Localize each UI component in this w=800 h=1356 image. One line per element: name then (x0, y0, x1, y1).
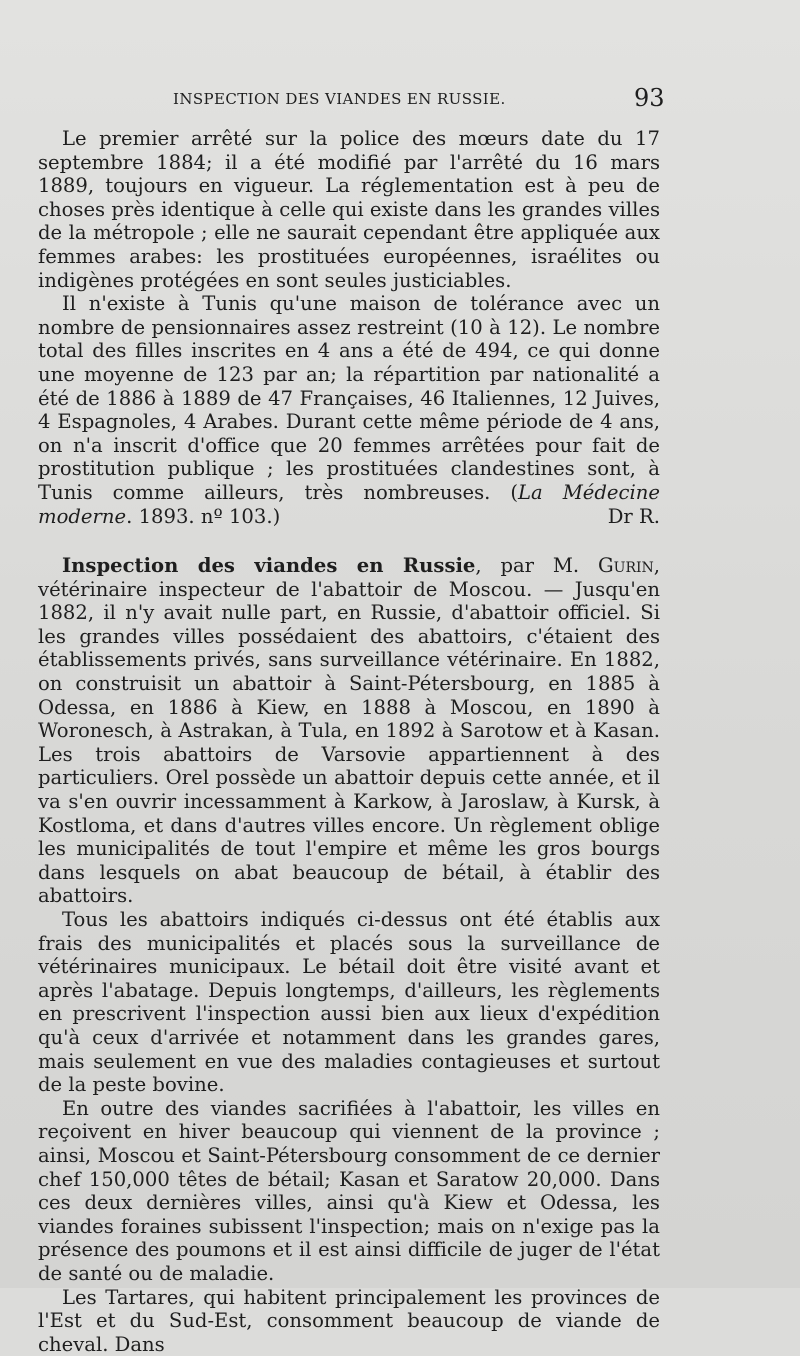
paragraph: Les Tartares, qui habitent principalement les provinces de l'Est et du Sud-Est, consomment beaucoup de viande de cheval. Dans (38, 1286, 660, 1356)
section-title: Inspection des viandes en Russie (62, 554, 475, 577)
paragraph: En outre des viandes sacrifiées à l'abattoir, les villes en reçoivent en hiver beaucoup qui viennent de la province ; ainsi, Moscou et Saint-Pétersbourg consomment de ce dernier chef 150,000 têtes de bétail; Kasan et Saratow 20,000. Dans ces deux dernières villes, ainsi qu'à Kiew et Odessa, les viandes foraines subissent l'inspection; mais on n'exige pas la présence des poumons et il est ainsi difficile de juger de l'état de santé ou de maladie. (38, 1097, 660, 1286)
signature: Dr R. (584, 505, 660, 529)
paragraph-text: , vétérinaire inspecteur de l'abattoir de Moscou. — Jusqu'en 1882, il n'y avait nulle part, en Russie, d'abattoir officiel. Si les grandes villes possédaient des abattoirs, c'étaient des établissements privés, sans surveillance vétérinaire. En 1882, on construisit un abattoir à Saint-Pétersbourg, en 1885 à Odessa, en 1886 à Kiew, en 1888 à Moscou, en 1890 à Woronesch, à Astrakan, à Tula, en 1892 à Sarotow et à Kasan. Les trois abattoirs de Varsovie appartiennent à des particuliers. Orel possède un abattoir depuis cette année, et il va s'en ouvrir incessamment à Karkow, à Jaroslaw, à Kursk, à Kostloma, et dans d'autres villes encore. Un règlement oblige les municipalités de tout l'empire et même les gros bourgs dans lesquels on abat beaucoup de bétail, à établir des abattoirs. (38, 554, 660, 907)
page-number: 93 (634, 84, 665, 112)
paragraph (38, 554, 660, 908)
byline-prefix: , par M. (475, 554, 598, 577)
author-name: Gurin (598, 554, 654, 577)
source-reference: . 1893. nº 103.) (126, 505, 280, 528)
page-header (38, 90, 658, 118)
paragraph: Le premier arrêté sur la police des mœurs date du 17 septembre 1884; il a été modifié par l'arrêté du 16 mars 1889, toujours en vigueur. La réglementation est à peu de choses près identique à celle qui existe dans les grandes villes de la métropole ; elle ne saurait cependant être appliquée aux femmes arabes: les prostituées européennes, israélites ou indigènes protégées en sont seules justiciables. (38, 127, 660, 292)
paragraph: Tous les abattoirs indiqués ci-dessus ont été établis aux frais des municipalités et placés sous la surveillance de vétérinaires municipaux. Le bétail doit être visité avant et après l'abatage. Depuis longtemps, d'ailleurs, les règlements en prescrivent l'inspection aussi bien aux lieux d'expédition qu'à ceux d'arrivée et notamment dans les grandes gares, mais seulement en vue des maladies contagieuses et surtout de la peste bovine. (38, 908, 660, 1097)
paragraph (38, 292, 660, 528)
source-title: La Médecine moderne (38, 481, 660, 528)
running-title: INSPECTION DES VIANDES EN RUSSIE. (173, 90, 506, 108)
paragraph-text: Il n'existe à Tunis qu'une maison de tolérance avec un nombre de pensionnaires assez restreint (10 à 12). Le nombre total des filles inscrites en 4 ans a été de 494, ce qui donne une moyenne de 123 par an; la répartition par nationalité a été de 1886 à 1889 de 47 Françaises, 46 Italiennes, 12 Juives, 4 Espagnoles, 4 Arabes. Durant cette même période de 4 ans, on n'a inscrit d'office que 20 femmes arrêtées pour fait de prostitution publique ; les prostituées clandestines sont, à Tunis comme ailleurs, très nombreuses. ( (38, 292, 660, 504)
section-gap (38, 528, 660, 554)
page-body (38, 127, 660, 1356)
